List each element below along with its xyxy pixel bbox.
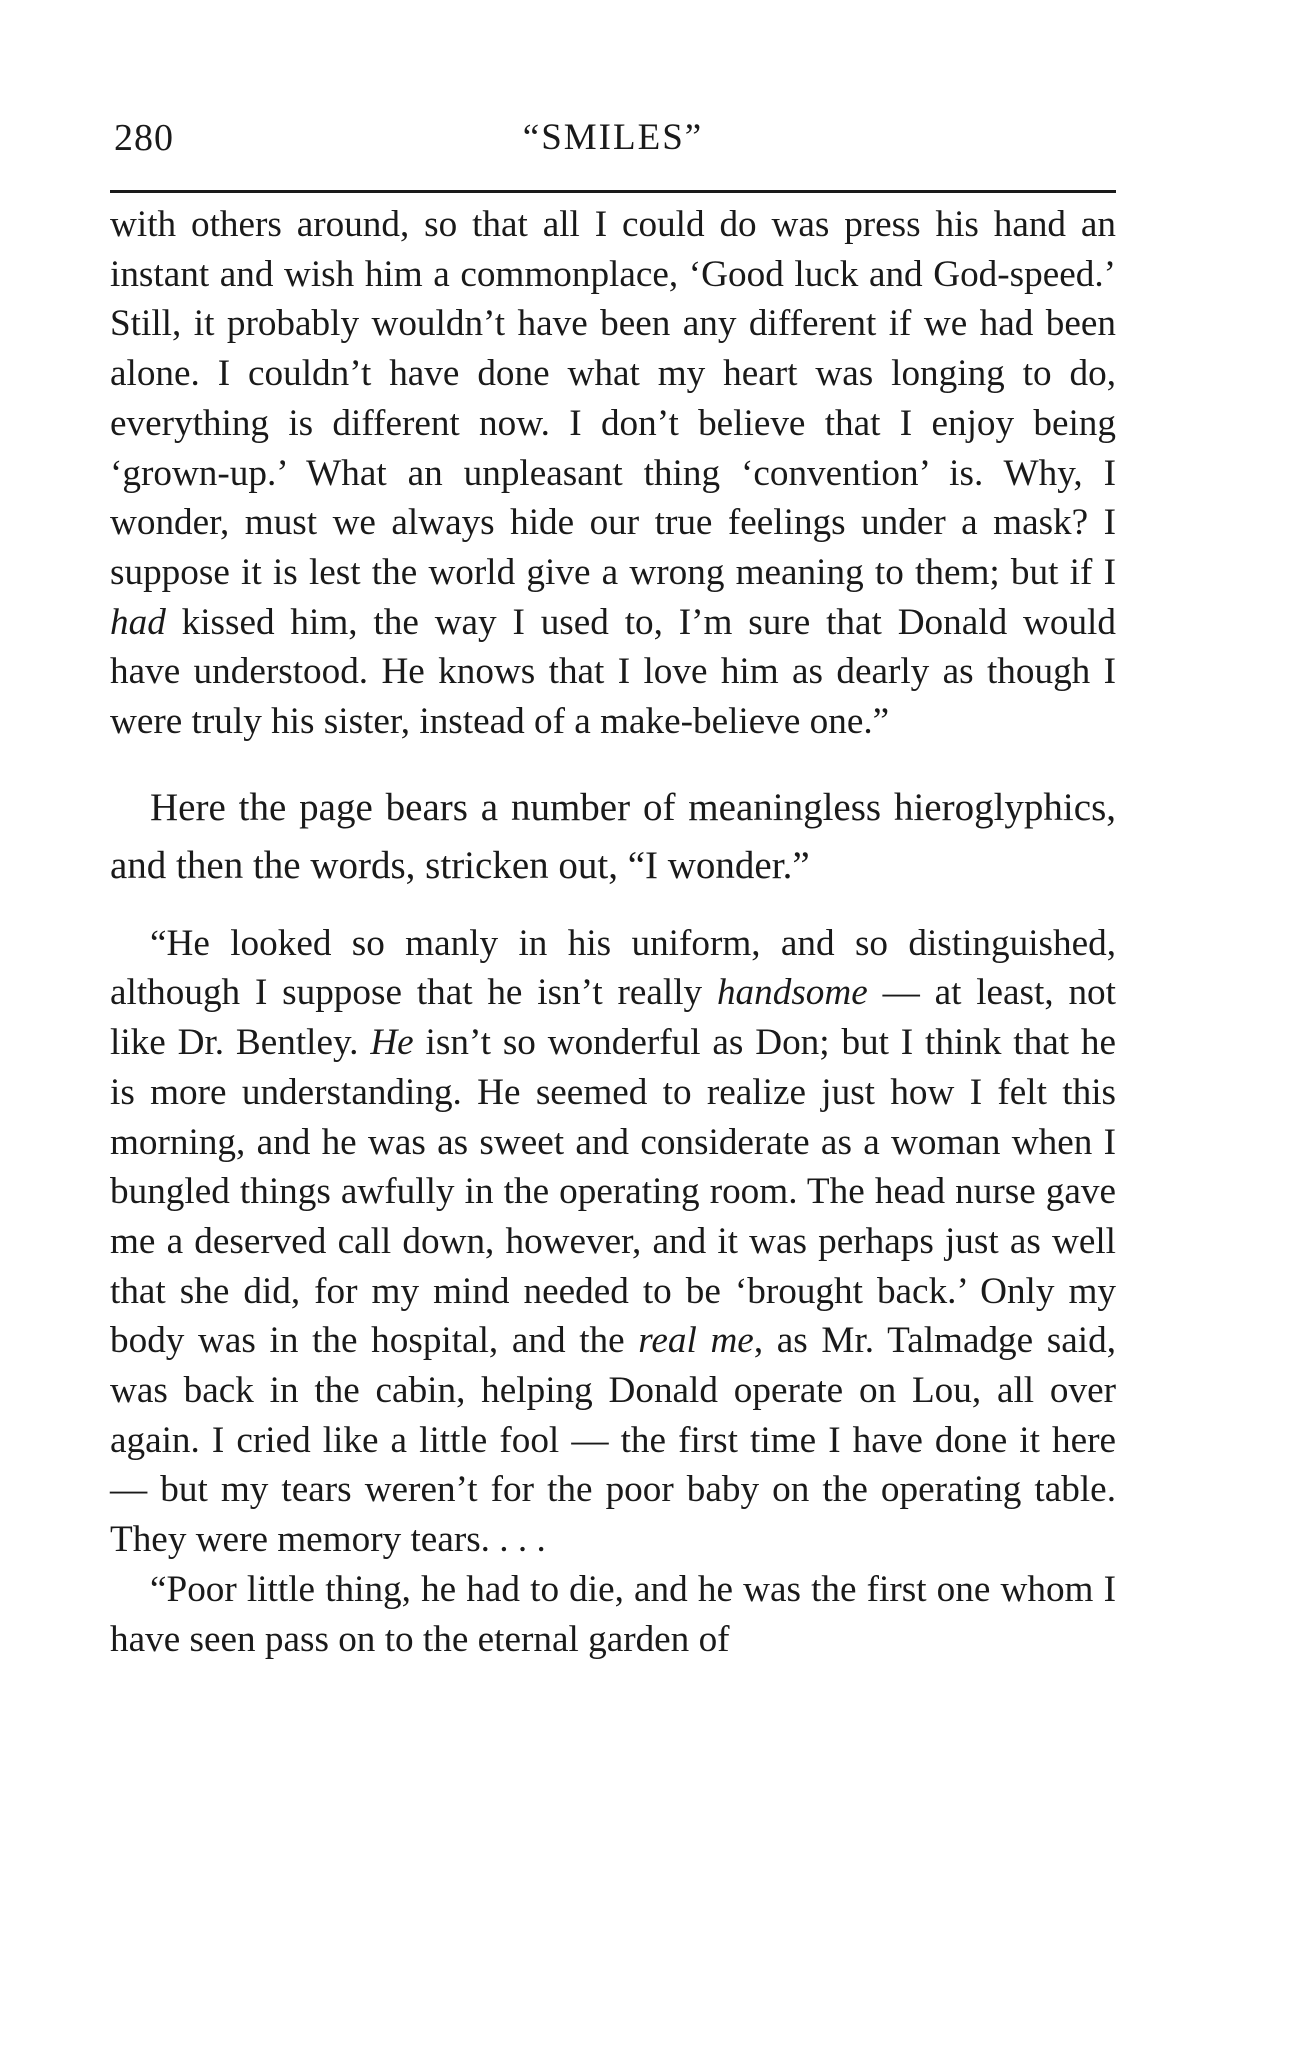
text-run: kissed him, the way I used to, I’m sure that Donald would have understood. He knows that I love him as dearly as though I were truly his sister, instead of a make-believe one.”: [110, 601, 1116, 743]
italic-text-run: He: [370, 1022, 414, 1064]
italic-text-run: had: [110, 601, 166, 643]
running-title: “SMILES”: [522, 117, 704, 158]
book-page: [110, 110, 1116, 1664]
text-run: with others around, so that all I could do was press his hand an instant and wish him a commonplace, ‘Good luck and God-speed.’ Still, it probably wouldn’t have been any different if we had been alone. I couldn’t have done what my heart was longing to do, everything is different now. I don’t believe that I enjoy being ‘grown-up.’ What an unpleasant thing ‘convention’ is. Why, I wonder, must we always hide our true feelings under a mask? I suppose it is lest the world give a wrong meaning to them; but if I: [110, 204, 1116, 593]
text-run: isn’t so wonderful as Don; but I think that he is more understanding. He seemed to realize just how I felt this morning, and he was as sweet and considerate as a woman when I bungled things awfully in the operating room. The head nurse gave me a deserved call down, however, and it was perhaps just as well that she did, for my mind needed to be ‘brought back.’ Only my body was in the hospital, and the: [110, 1022, 1117, 1362]
text-run: “He looked so manly in his uniform, and so distinguished, although I suppose that he isn’t really: [110, 922, 1116, 1014]
letter-continuation-paragraph: [110, 200, 1116, 747]
text-run: — at least, not like Dr. Bentley.: [110, 972, 1116, 1064]
running-head: [110, 110, 1116, 193]
page-number: 280: [114, 117, 174, 159]
italic-text-run: real me: [638, 1320, 754, 1362]
editorial-note-paragraph: Here the page bears a number of meaningless hieroglyphics, and then the words, stricken out, “I wonder.”: [110, 785, 1116, 887]
last-paragraph: “Poor little thing, he had to die, and he was the first one whom I have seen pass on to the eternal garden of: [110, 1568, 1116, 1660]
diary-entry-paragraph: [110, 919, 1116, 1565]
italic-text-run: handsome: [716, 972, 868, 1014]
text-run: , as Mr. Talmadge said, was back in the cabin, helping Donald operate on Lou, all over again. I cried like a little fool — the first time I have done it here — but my tears weren’t for the poor baby on the operating table. They were memory tears. . . .: [110, 1320, 1116, 1561]
